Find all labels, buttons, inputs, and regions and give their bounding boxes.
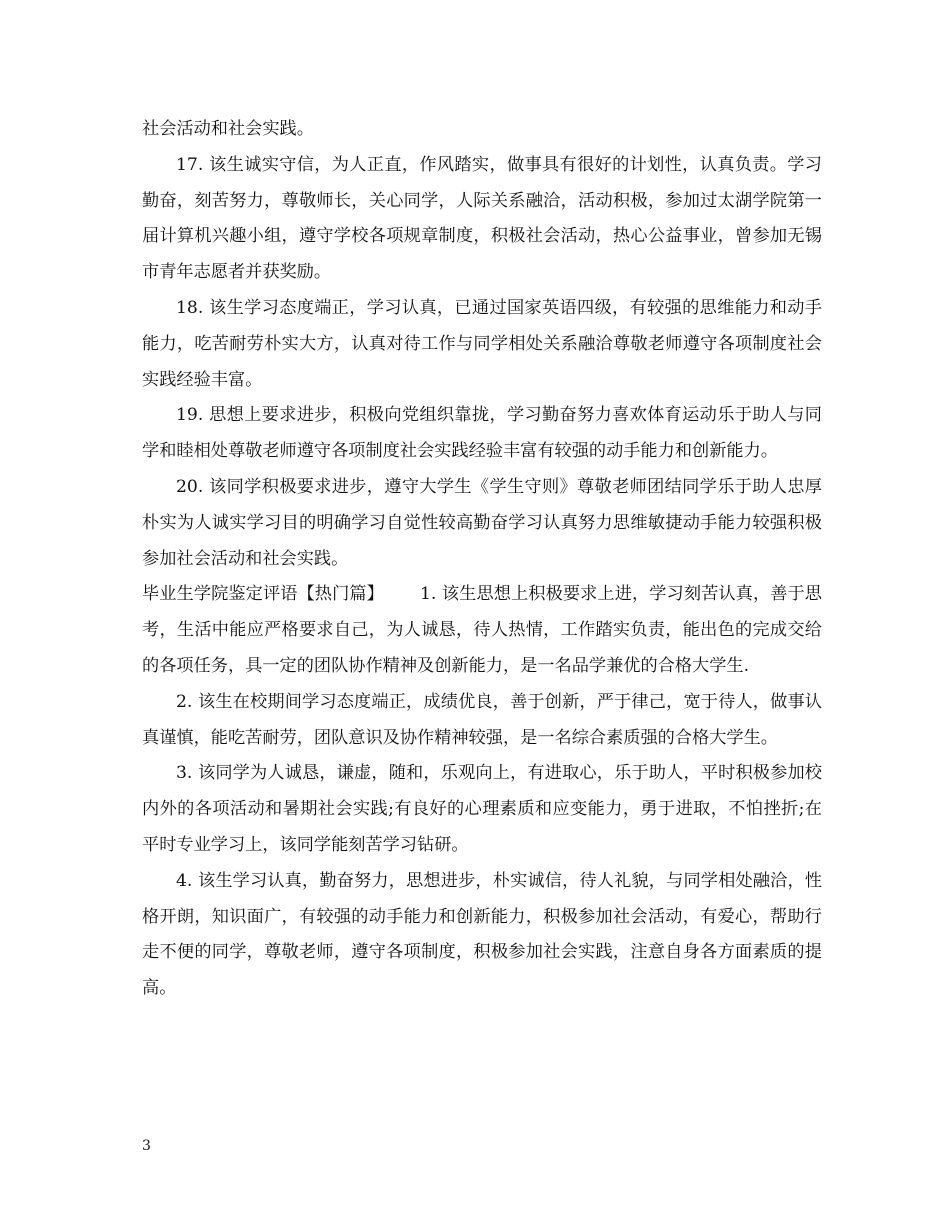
paragraph-item-18: 18. 该生学习态度端正，学习认真，已通过国家英语四级，有较强的思维能力和动手能力，吃苦耐劳朴实大方，认真对待工作与同学相处关系融洽尊敬老师遵守各项制度社会实践经验丰富。: [142, 297, 822, 390]
section-item-1: 1. 该生思想上积极要求上进，学习刻苦认真，善于思考，生活中能应严格要求自己，为人诚恳，待人热情，工作踏实负责，能出色的完成交给的各项任务，具一定的团队协作精神及创新能力，是一名品学兼优的合格大学生.: [142, 584, 822, 676]
paragraph-item-17: 17. 该生诚实守信，为人正直，作风踏实，做事具有很好的计划性，认真负责。学习勤奋，刻苦努力，尊敬师长，关心同学，人际关系融洽，活动积极，参加过太湖学院第一届计算机兴趣小组，遵守学校各项规章制度，积极社会活动，热心公益事业，曾参加无锡市青年志愿者并获奖励。: [142, 154, 822, 283]
document-body: [142, 112, 822, 1007]
section-item-2: 2. 该生在校期间学习态度端正，成绩优良，善于创新，严于律己，宽于待人，做事认真谨慎，能吃苦耐劳，团队意识及协作精神较强，是一名综合素质强的合格大学生。: [142, 691, 822, 748]
section-item-3: 3. 该同学为人诚恳，谦虚，随和，乐观向上，有进取心，乐于助人，平时积极参加校内外的各项活动和暑期社会实践;有良好的心理素质和应变能力，勇于进取，不怕挫折;在平时专业学习上，该同学能刻苦学习钻研。: [142, 763, 822, 855]
section-paragraph: [142, 577, 822, 684]
paragraph-continued: 社会活动和社会实践。: [142, 119, 314, 139]
paragraph-item-19: 19. 思想上要求进步，积极向党组织靠拢，学习勤奋努力喜欢体育运动乐于助人与同学和睦相处尊敬老师遵守各项制度社会实践经验丰富有较强的动手能力和创新能力。: [142, 405, 822, 462]
paragraph-item-20: 20. 该同学积极要求进步，遵守大学生《学生守则》尊敬老师团结同学乐于助人忠厚朴实为人诚实学习目的明确学习自觉性较高勤奋学习认真努力思维敏捷动手能力较强积极参加社会活动和社会实践。: [142, 476, 822, 569]
section-item-4: 4. 该生学习认真，勤奋努力，思想进步，朴实诚信，待人礼貌，与同学相处融洽，性格开朗，知识面广，有较强的动手能力和创新能力，积极参加社会活动，有爱心，帮助行走不便的同学，尊敬老师，遵守各项制度，积极参加社会实践，注意自身各方面素质的提高。: [142, 870, 822, 999]
section-heading: 毕业生学院鉴定评语【热门篇】: [142, 584, 384, 605]
page-number: 3: [142, 1138, 151, 1154]
